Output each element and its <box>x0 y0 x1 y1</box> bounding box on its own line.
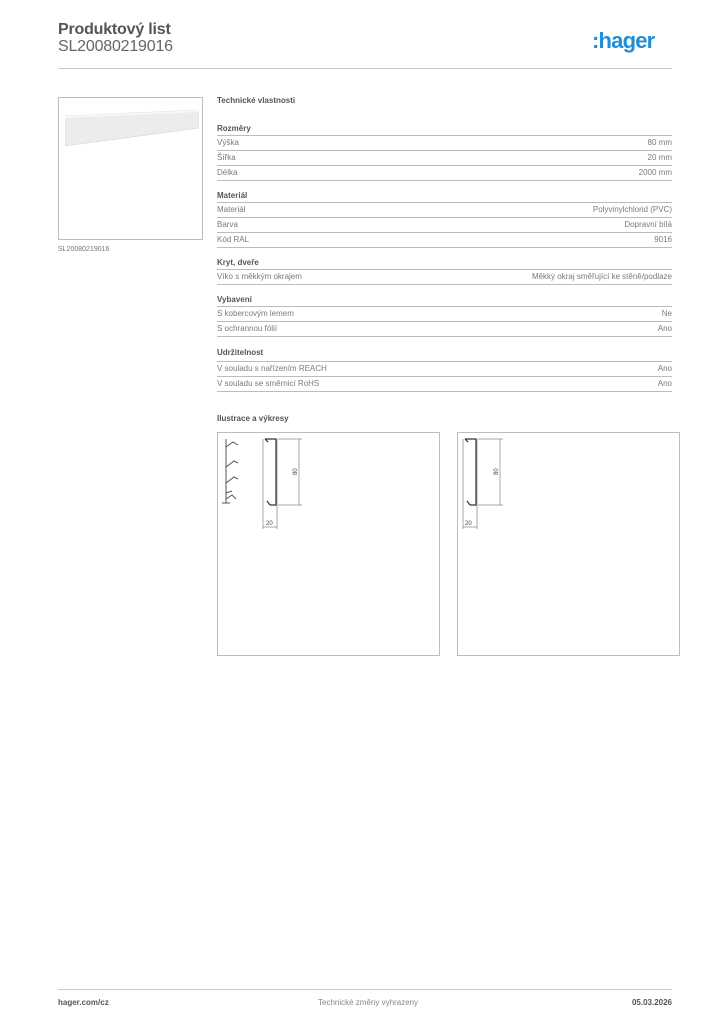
spec-label: Barva <box>217 220 238 229</box>
footer-date: 05.03.2026 <box>631 998 672 1007</box>
svg-text:80: 80 <box>494 468 500 475</box>
svg-text:20: 20 <box>465 521 472 527</box>
spec-row <box>217 233 672 248</box>
spec-row <box>217 166 672 181</box>
product-image-icon <box>65 108 199 148</box>
spec-row <box>217 218 672 233</box>
specs-title: Technické vlastnosti <box>217 96 296 105</box>
spec-value: Polyvinylchlorid (PVC) <box>592 205 672 214</box>
header-divider <box>58 68 672 69</box>
group-title: Vybavení <box>217 293 672 307</box>
profile-drawing-icon <box>218 433 441 657</box>
group-sustainability <box>217 345 672 392</box>
spec-row <box>217 136 672 151</box>
spec-label: S kobercovým lemem <box>217 309 294 318</box>
svg-text:80: 80 <box>293 468 299 475</box>
group-title: Udržitelnost <box>217 345 672 362</box>
spec-label: V souladu s nařízením REACH <box>217 364 327 373</box>
spec-row <box>217 203 672 218</box>
group-title: Rozměry <box>217 122 672 136</box>
spec-row <box>217 377 672 392</box>
group-cover <box>217 256 672 285</box>
group-dimensions <box>217 122 672 181</box>
spec-row <box>217 322 672 337</box>
page-title: Produktový list <box>58 21 171 38</box>
footer-website-link[interactable]: hager.com/cz <box>58 998 109 1007</box>
product-code: SL20080219016 <box>58 38 173 55</box>
spec-value: 80 mm <box>647 138 672 147</box>
spec-label: Materiál <box>217 205 246 214</box>
footer-notice: Technické změny vyhrazeny <box>318 998 419 1007</box>
spec-label: Délka <box>217 168 238 177</box>
spec-value: 9016 <box>654 235 672 244</box>
spec-value: Ano <box>657 379 672 388</box>
spec-value: Měkký okraj směřující ke stěně/podlaze <box>531 272 672 281</box>
spec-label: V souladu se směrnicí RoHS <box>217 379 320 388</box>
spec-value: 2000 mm <box>638 168 672 177</box>
spec-label: Výška <box>217 138 239 147</box>
drawing-1 <box>217 432 440 656</box>
group-title: Kryt, dveře <box>217 256 672 270</box>
hager-logo: :hager <box>592 28 655 53</box>
product-thumbnail <box>58 97 203 240</box>
drawing-2 <box>457 432 680 656</box>
svg-text:20: 20 <box>266 521 273 527</box>
spec-value: Ne <box>661 309 672 318</box>
group-equipment <box>217 293 672 337</box>
group-material <box>217 189 672 248</box>
spec-value: Ano <box>657 324 672 333</box>
technical-specs <box>217 96 672 400</box>
spec-label: Víko s měkkým okrajem <box>217 272 302 281</box>
spec-row <box>217 362 672 377</box>
cover-drawing-icon <box>458 433 681 657</box>
spec-row <box>217 307 672 322</box>
illustrations-title: Ilustrace a výkresy <box>217 414 289 423</box>
thumbnail-caption: SL20080219016 <box>58 246 110 253</box>
spec-row <box>217 151 672 166</box>
footer-divider <box>58 989 672 990</box>
spec-value: Ano <box>657 364 672 373</box>
spec-value: Dopravní bílá <box>624 220 672 229</box>
spec-label: Kód RAL <box>217 235 250 244</box>
spec-row <box>217 270 672 285</box>
spec-value: 20 mm <box>647 153 672 162</box>
spec-label: S ochrannou fólií <box>217 324 278 333</box>
group-title: Materiál <box>217 189 672 203</box>
spec-label: Šířka <box>217 153 236 162</box>
